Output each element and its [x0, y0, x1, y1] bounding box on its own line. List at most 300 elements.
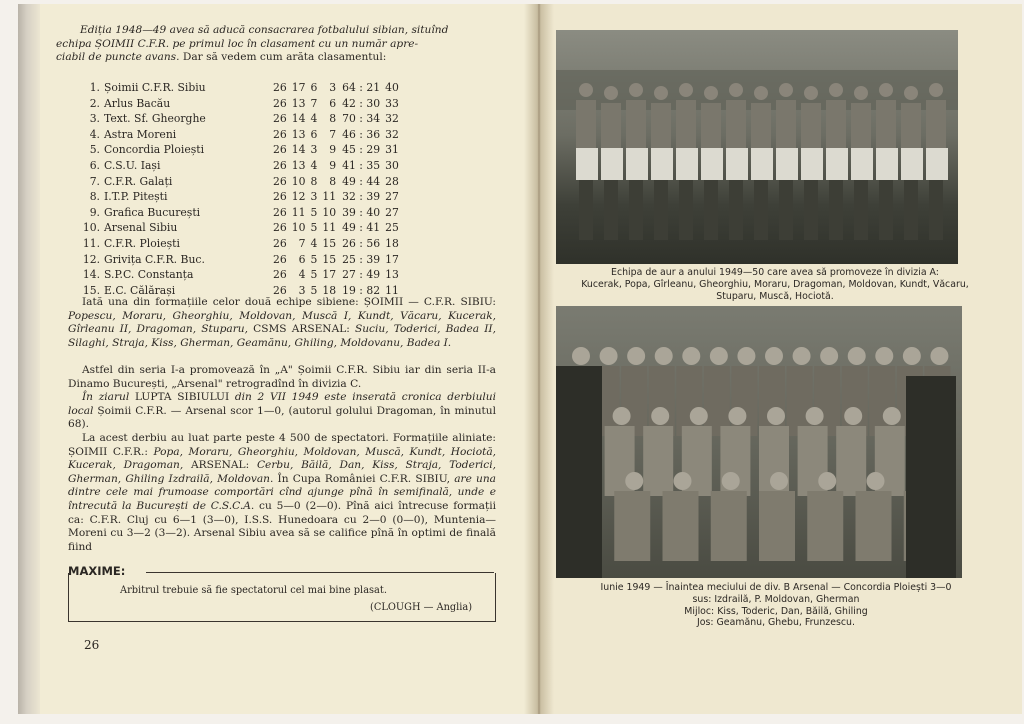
standings-cell-p: 26 — [273, 205, 287, 219]
standings-cell-goals — [336, 96, 380, 112]
player-head — [929, 83, 943, 97]
player-head — [903, 347, 921, 365]
player-head — [883, 407, 901, 425]
standings-cell-w: 10 — [291, 221, 306, 235]
player-body — [731, 366, 757, 436]
standings-cell-team: Grafica București — [104, 205, 201, 219]
player-body — [701, 103, 721, 151]
player-body — [576, 100, 596, 148]
player-shorts — [901, 148, 923, 180]
standings-cell-p: 26 — [273, 190, 287, 204]
para-text: Astfel din seria I-a promovează în „A" Șoimii C.F.R. Sibiu iar din seria II-a Dinamo București, „Arsenal" retrogradînd în divizia C. — [68, 364, 496, 390]
standings-cell-goals — [336, 267, 380, 283]
standings-cell-team: C.F.R. Ploiești — [104, 236, 180, 250]
standings-cell-d: 5 — [310, 205, 318, 219]
goals-separator: : — [355, 221, 367, 235]
standings-cell-l: 18 — [322, 283, 337, 297]
standings-cell-d: 4 — [310, 236, 318, 250]
standings-cell-l: 6 — [329, 96, 337, 110]
derby-paragraph — [68, 391, 496, 432]
goals-against: 40 — [366, 205, 381, 219]
standings-cell-d: 5 — [310, 252, 318, 266]
standings-cell-pts: 31 — [385, 143, 399, 157]
para-text: Popa, Moraru, Gheorghiu, Moldovan, Muscă, Kundt, Hociotă, Kucerak, Dragoman, — [68, 445, 497, 472]
standings-cell-p: 26 — [273, 127, 287, 141]
player-shorts — [676, 148, 698, 180]
player-head — [655, 347, 673, 365]
player-head — [710, 347, 728, 365]
player-body — [836, 426, 866, 496]
standings-cell-pts: 32 — [385, 112, 399, 126]
player-shorts — [801, 148, 823, 180]
player-head — [875, 347, 893, 365]
goals-separator: : — [355, 190, 367, 204]
goals-separator: : — [355, 81, 367, 94]
para-text: În Cupa României C.F.R. SIBIU, — [273, 472, 455, 485]
standings-cell-goals — [336, 158, 380, 174]
standings-cell-p: 26 — [273, 143, 287, 157]
standings-cell-d: 5 — [310, 268, 318, 282]
player-body — [759, 366, 785, 436]
player-head — [737, 347, 755, 365]
standings-cell-team: C.F.R. Galați — [104, 174, 173, 188]
player-head — [779, 83, 793, 97]
standings-cell-goals — [336, 252, 380, 268]
standings-cell-p: 26 — [273, 268, 287, 282]
player-head — [627, 347, 645, 365]
player-legs — [804, 180, 818, 240]
standings-cell-pts: 32 — [385, 127, 399, 141]
standings-cell-pos: 3. — [89, 112, 100, 126]
standings-cell-team: C.S.U. Iași — [104, 158, 161, 172]
player-body — [826, 100, 846, 148]
standings-cell-p: 26 — [273, 221, 287, 235]
standings-cell-l: 11 — [322, 190, 337, 204]
player-head — [722, 472, 740, 490]
player-shorts — [776, 148, 798, 180]
player-shorts — [826, 148, 848, 180]
standings-cell-l: 10 — [322, 205, 337, 219]
standings-cell-team: E.C. Călărași — [104, 283, 176, 297]
standings-cell-w: 7 — [298, 236, 306, 250]
standings-cell-l: 9 — [329, 158, 337, 172]
standings-cell-team: Arlus Bacău — [104, 96, 171, 110]
standings-cell-p: 26 — [273, 112, 287, 126]
goals-for: 45 — [342, 143, 356, 157]
player-legs — [779, 180, 793, 240]
goals-for: 27 — [342, 268, 356, 282]
standings-cell-goals — [336, 236, 380, 252]
goals-separator: : — [355, 96, 367, 110]
standings-cell-p: 26 — [273, 283, 287, 297]
standings-cell-w: 13 — [291, 96, 306, 110]
goals-for: 41 — [342, 158, 356, 172]
player-head — [613, 407, 631, 425]
standings-cell-d: 7 — [310, 96, 318, 110]
player-legs — [754, 180, 768, 240]
player-shorts — [626, 148, 648, 180]
goals-for: 39 — [342, 205, 356, 219]
goals-for: 32 — [342, 190, 356, 204]
player-shorts — [926, 148, 948, 180]
goals-for: 19 — [342, 283, 356, 297]
player-head — [604, 86, 618, 100]
player-body — [621, 366, 647, 436]
player-legs — [879, 180, 893, 240]
standings-cell-pos: 2. — [89, 96, 100, 110]
standings-cell-pos: 7. — [89, 174, 100, 188]
standings-cell-goals — [336, 220, 380, 236]
player-shorts — [851, 148, 873, 180]
standings-cell-team: Text. Sf. Gheorghe — [104, 112, 206, 126]
para-text: are una dintre cele mai frumoase comportări cînd ajunge pînă în semifinală, unde e întrecută la București de C.S.C.A. — [68, 472, 496, 512]
player-head — [820, 347, 838, 365]
caption-line: Stuparu, Muscă, Hociotă. — [716, 290, 834, 302]
goals-for: 46 — [342, 127, 356, 141]
standings-cell-goals — [336, 174, 380, 190]
goals-against: 39 — [366, 190, 381, 204]
player-head — [793, 347, 811, 365]
standings-cell-w: 4 — [298, 268, 306, 282]
standings-row — [82, 96, 399, 112]
photo-1-caption — [570, 267, 980, 302]
player-head — [854, 86, 868, 100]
standings-row — [82, 220, 399, 236]
player-body — [643, 426, 673, 496]
para-text: La acest derbiu au luat parte peste 4 500 de spectatori. Formațiile aliniate: ȘOIMII C.F.R.: — [68, 432, 496, 458]
standings-cell-team: Astra Moreni — [104, 127, 177, 141]
player-body — [649, 366, 675, 436]
standings-cell-pts: 13 — [385, 268, 399, 282]
standings-row — [82, 80, 399, 96]
player-head — [690, 407, 708, 425]
player-head — [729, 83, 743, 97]
standings-cell-d: 6 — [310, 127, 318, 141]
goals-against: 49 — [366, 268, 381, 282]
standings-cell-team: Concordia Ploiești — [104, 143, 205, 157]
player-body — [759, 491, 795, 561]
intro-line: Ediția 1948—49 avea să aducă consacrarea fotbalului sibian, situînd — [80, 24, 449, 36]
standings-cell-p: 26 — [273, 81, 287, 94]
goals-against: 30 — [366, 96, 381, 110]
goals-separator: : — [355, 283, 367, 297]
standings-row — [82, 252, 399, 268]
para-text: Cerbu, Băilă, Dan, Kiss, Straja, Toderici, Gherman, Ghiling Izdrailă, Moldovan. — [68, 459, 496, 485]
goals-against: 34 — [366, 112, 381, 126]
player-legs — [904, 180, 918, 240]
promotion-paragraph — [68, 364, 496, 391]
standings-cell-team: Grivița C.F.R. Buc. — [104, 252, 205, 266]
standings-cell-w: 11 — [291, 205, 306, 219]
standings-row — [82, 236, 399, 252]
intro-line: echipa ȘOIMII C.F.R. pe primul loc în clasament cu un număr apre- — [56, 37, 419, 50]
standings-cell-pos: 4. — [89, 127, 100, 141]
standings-row — [82, 189, 399, 205]
standings-row — [82, 205, 399, 221]
player-shorts — [601, 148, 623, 180]
player-legs — [854, 180, 868, 240]
player-head — [904, 86, 918, 100]
standings-cell-goals — [336, 142, 380, 158]
player-body — [601, 103, 621, 151]
goals-for: 25 — [342, 252, 356, 266]
standings-cell-pts: 28 — [385, 174, 399, 188]
standings-cell-pos: 12. — [82, 252, 100, 266]
player-body — [626, 100, 646, 148]
player-head — [930, 347, 948, 365]
standings-cell-pos: 1. — [89, 81, 100, 94]
player-shorts — [576, 148, 598, 180]
standings-cell-l: 8 — [329, 174, 337, 188]
goals-against: 44 — [366, 174, 381, 188]
standings-cell-p: 26 — [273, 158, 287, 172]
standings-cell-pts: 25 — [385, 221, 399, 235]
maxime-title: MAXIME: — [68, 564, 126, 578]
standings-row — [82, 267, 399, 283]
player-body — [614, 491, 650, 561]
standings-row — [82, 127, 399, 143]
standings-cell-l: 11 — [322, 221, 337, 235]
player-head — [804, 86, 818, 100]
goals-separator: : — [355, 143, 367, 157]
standings-cell-p: 26 — [273, 174, 287, 188]
standings-cell-goals — [336, 205, 380, 221]
standings-cell-w: 13 — [291, 127, 306, 141]
standings-row — [82, 174, 399, 190]
standings-cell-w: 14 — [291, 112, 306, 126]
team-photo-1949-50 — [556, 30, 958, 264]
player-legs — [929, 180, 943, 240]
player-body — [851, 103, 871, 151]
player-head — [767, 407, 785, 425]
standings-cell-w: 3 — [298, 283, 306, 297]
para-text: Șoimii C.F.R. — Arsenal scor 1—0, (autorul golului Dragoman, în minutul 68). — [68, 404, 496, 431]
standings-cell-team: S.P.C. Constanța — [104, 268, 194, 282]
player-head — [674, 472, 692, 490]
goals-separator: : — [355, 236, 367, 250]
player-head — [600, 347, 618, 365]
standings-cell-p: 26 — [273, 236, 287, 250]
player-head — [625, 472, 643, 490]
standings-cell-goals — [336, 189, 380, 205]
standings-table — [82, 80, 399, 298]
standings-cell-pts: 17 — [385, 252, 399, 266]
goals-for: 42 — [342, 96, 356, 110]
player-shorts — [876, 148, 898, 180]
standings-cell-d: 6 — [310, 81, 318, 94]
standings-cell-pts: 18 — [385, 236, 399, 250]
goals-for: 49 — [342, 221, 356, 235]
player-body — [651, 103, 671, 151]
standings-cell-d: 5 — [310, 221, 318, 235]
goals-separator: : — [355, 127, 367, 141]
standings-cell-d: 3 — [310, 143, 318, 157]
standings-cell-p: 26 — [273, 96, 287, 110]
standings-cell-pts: 27 — [385, 205, 399, 219]
player-body — [663, 491, 699, 561]
player-body — [676, 366, 702, 436]
book-edge — [18, 4, 40, 714]
standings-cell-w: 6 — [298, 252, 306, 266]
photo-2-caption — [576, 582, 976, 629]
caption-line: Kucerak, Popa, Gîrleanu, Gheorghiu, Moraru, Dragoman, Moldovan, Kundt, Văcaru, — [581, 278, 969, 290]
goals-separator: : — [355, 174, 367, 188]
intro-paragraph — [56, 24, 496, 65]
goals-against: 29 — [366, 143, 381, 157]
standings-cell-goals — [336, 127, 380, 143]
standings-cell-pts: 30 — [385, 158, 399, 172]
player-head — [867, 472, 885, 490]
player-legs — [604, 180, 618, 240]
player-body — [776, 100, 796, 148]
para-text: cu 5—0 (2—0). Pînă aici întrecuse formații ca: C.F.R. Cluj cu 6—1 (3—0), I.S.S. Hunedoara cu 2—0 (0—0), Muntenia—Moreni cu 3—2 (3—2). Arsenal Sibiu avea să se califice pînă în optimi de finală fiind — [68, 499, 496, 553]
player-body — [711, 491, 747, 561]
team-photo-june-1949 — [556, 306, 962, 578]
goals-against: 36 — [366, 127, 381, 141]
page-number: 26 — [84, 638, 100, 652]
caption-line: sus: Izdrailă, P. Moldovan, Gherman — [692, 593, 860, 605]
player-legs — [829, 180, 843, 240]
standings-cell-d: 5 — [310, 283, 318, 297]
maxime-author: (CLOUGH — Anglia) — [370, 602, 473, 613]
para-text: din 2 VII 1949 este inserată cronica derbiului local — [68, 391, 496, 417]
para-text: În ziarul — [82, 391, 135, 403]
standings-cell-pos: 10. — [82, 221, 100, 235]
standings-cell-pos: 8. — [89, 190, 100, 204]
caption-line: Iunie 1949 — Înaintea meciului de div. B Arsenal — Concordia Ploiești 3—0 — [600, 582, 952, 593]
para-text: Iată una din formațiile celor două echipe sibiene: ȘOIMII — C.F.R. SIBIU: — [82, 296, 496, 308]
player-body — [876, 100, 896, 148]
standings-row — [82, 111, 399, 127]
player-head — [844, 407, 862, 425]
player-head — [770, 472, 788, 490]
player-head — [806, 407, 824, 425]
player-head — [654, 86, 668, 100]
player-body — [751, 103, 771, 151]
player-body — [814, 366, 840, 436]
standings-cell-p: 26 — [273, 252, 287, 266]
goals-against: 82 — [366, 283, 381, 297]
goals-for: 64 — [342, 81, 356, 94]
standings-cell-team: Arsenal Sibiu — [104, 221, 178, 235]
standings-cell-pos: 9. — [89, 205, 100, 219]
player-body — [856, 491, 892, 561]
standings-cell-pts: 11 — [385, 283, 399, 297]
player-body — [901, 103, 921, 151]
player-shorts — [751, 148, 773, 180]
standings-cell-goals — [336, 80, 380, 96]
caption-line: Mijloc: Kiss, Toderic, Dan, Băilă, Ghiling — [684, 605, 868, 617]
player-head — [651, 407, 669, 425]
player-head — [682, 347, 700, 365]
goals-against: 56 — [366, 236, 381, 250]
player-head — [572, 347, 590, 365]
player-body — [676, 100, 696, 148]
goals-separator: : — [355, 205, 367, 219]
standings-cell-d: 4 — [310, 158, 318, 172]
standings-cell-pts: 40 — [385, 81, 399, 94]
player-head — [728, 407, 746, 425]
player-head — [818, 472, 836, 490]
team-photo-image — [556, 306, 962, 578]
standings-cell-l: 15 — [322, 236, 337, 250]
player-body — [787, 366, 813, 436]
standings-cell-pos: 11. — [82, 236, 100, 250]
standings-cell-pts: 27 — [385, 190, 399, 204]
player-shorts — [651, 148, 673, 180]
goals-against: 39 — [366, 252, 381, 266]
standings-cell-d: 4 — [310, 112, 318, 126]
standings-row — [82, 142, 399, 158]
para-text: Popescu, Moraru, Gheorghiu, Moldovan, Muscă I, Kundt, Văcaru, Kucerak, Gîrleanu II, Dragoman, Stuparu, — [68, 309, 496, 336]
player-body — [869, 366, 895, 436]
para-text: ARSENAL: — [183, 459, 257, 472]
player-legs — [579, 180, 593, 240]
standings-cell-l: 3 — [329, 81, 337, 94]
goals-separator: : — [355, 112, 367, 126]
player-legs — [654, 180, 668, 240]
para-text: LUPTA SIBIULUI — [134, 391, 230, 403]
goals-against: 21 — [366, 81, 381, 94]
standings-cell-pos: 5. — [89, 143, 100, 157]
figure-in-suit — [906, 376, 956, 578]
para-text: Suciu, Toderici, Badea II, Silaghi, Straja, Kiss, Gherman, Geamănu, Ghiling, Moldovanu, Badea I. — [68, 323, 496, 349]
player-head — [679, 83, 693, 97]
player-head — [629, 83, 643, 97]
player-head — [704, 86, 718, 100]
standings-cell-d: 3 — [310, 190, 318, 204]
player-shorts — [726, 148, 748, 180]
player-body — [801, 103, 821, 151]
caption-line: Jos: Geamănu, Ghebu, Frunzescu. — [697, 617, 855, 629]
player-body — [926, 100, 946, 148]
player-head — [765, 347, 783, 365]
team-photo-image — [556, 30, 958, 264]
standings-cell-pos: 6. — [89, 158, 100, 172]
player-body — [842, 366, 868, 436]
player-head — [829, 83, 843, 97]
maxime-box — [68, 573, 496, 622]
standings-cell-pos: 15. — [82, 283, 100, 297]
player-legs — [679, 180, 693, 240]
goals-against: 41 — [366, 221, 381, 235]
standings-cell-w: 17 — [291, 81, 306, 94]
goals-for: 70 — [342, 112, 356, 126]
goals-for: 49 — [342, 174, 356, 188]
player-legs — [629, 180, 643, 240]
standings-row — [82, 158, 399, 174]
player-head — [848, 347, 866, 365]
standings-cell-l: 8 — [329, 112, 337, 126]
player-shorts — [701, 148, 723, 180]
goals-for: 26 — [342, 236, 356, 250]
standings-cell-goals — [336, 111, 380, 127]
figure-in-suit — [556, 366, 602, 578]
caption-line: Echipa de aur a anului 1949—50 care avea să promoveze în divizia A: — [611, 267, 939, 278]
cup-paragraph — [68, 432, 496, 554]
goals-separator: : — [355, 252, 367, 266]
player-head — [879, 83, 893, 97]
goals-against: 35 — [366, 158, 381, 172]
standings-cell-l: 15 — [322, 252, 337, 266]
maxime-quote: Arbitrul trebuie să fie spectatorul cel mai bine plasat. — [120, 585, 387, 596]
intro-line: ciabil de puncte avans. — [56, 51, 180, 63]
player-body — [807, 491, 843, 561]
standings-cell-l: 9 — [329, 143, 337, 157]
player-head — [579, 83, 593, 97]
player-legs — [729, 180, 743, 240]
lineups-paragraph — [68, 296, 496, 350]
